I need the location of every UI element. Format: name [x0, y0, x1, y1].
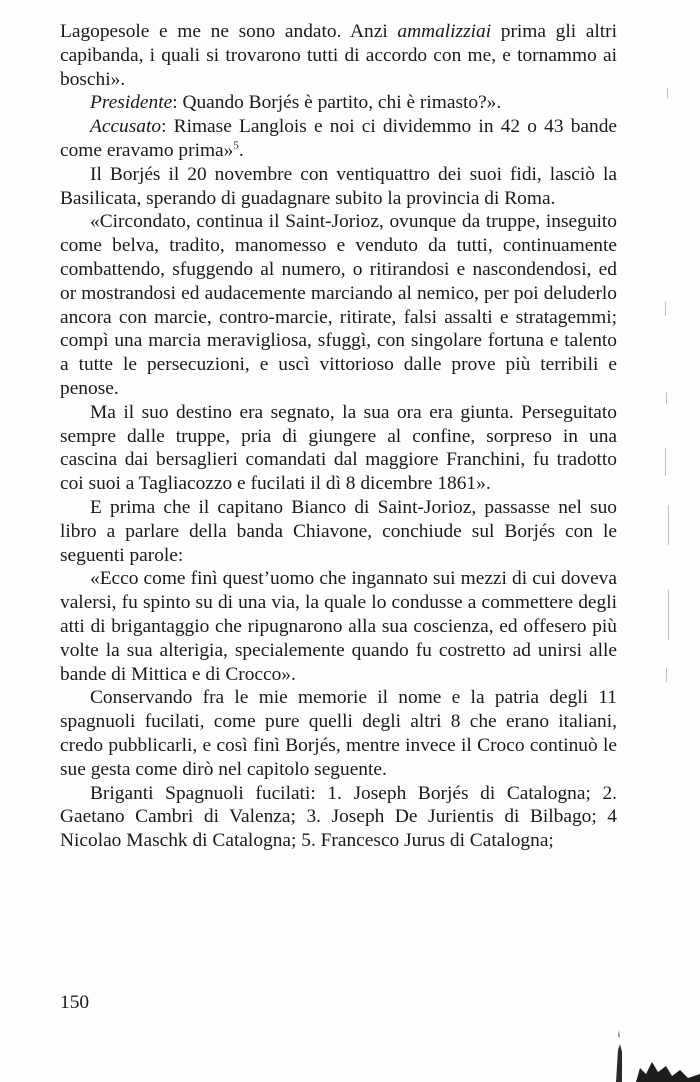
- text-segment: E prima che il capitano Bianco di Saint-Jorioz, passasse nel suo libro a parlare della banda Chiavone, conchiude sul Borjés con le seguenti parole:: [60, 496, 617, 566]
- scan-mark: [665, 302, 666, 316]
- text-segment: prima gli altri capibanda, i quali si trovarono tutti di accordo con me, e tornammo ai boschi».: [60, 21, 618, 90]
- paragraph: [60, 210, 617, 400]
- italic-text: ammalizziai: [397, 21, 492, 42]
- scan-mark: [668, 590, 669, 640]
- paragraph: [60, 91, 617, 115]
- scan-mark: [666, 392, 667, 404]
- paragraph: [60, 782, 617, 853]
- text-segment: : Rimase Langlois e noi ci dividemmo in 42 o 43 bande come eravamo prima»: [60, 116, 617, 161]
- text-segment: «Ecco come finì quest’uomo che ingannato sui mezzi di cui doveva valersi, fu spinto su di una via, la quale lo condusse a commettere degli atti di brigantaggio che ripugnarono alla sua coscienza, ed offesero più volte la sua alterigia, specialemente quando fu costretto ad unirsi alle bande di Mittica e di Crocco».: [60, 568, 617, 685]
- body-text: [60, 20, 617, 853]
- text-segment: Ma il suo destino era segnato, la sua ora era giunta. Perseguitato sempre dalle truppe, pria di giungere al confine, sorpreso in una cascina dai bersaglieri comandati dal maggiore Franchini, fu tradotto coi suoi a Tagliacozzo e fucilati il dì 8 dicembre 1861».: [60, 401, 617, 495]
- text-segment: Briganti Spagnuoli fucilati: 1. Joseph Borjés di Catalogna; 2. Gaetano Cambri di Valenza; 3. Joseph De Jurientis di Bilbago; 4 Nicolao Maschk di Catalogna; 5. Francesco Jurus di Catalogna;: [60, 782, 617, 852]
- page-number: 150: [60, 992, 90, 1013]
- italic-text: Presidente: [90, 92, 173, 114]
- paragraph: [60, 686, 617, 781]
- text-segment: Il Borjés il 20 novembre con ventiquattro dei suoi fidi, lasciò la Basilicata, sperando di guadagnare subito la provincia di Roma.: [60, 163, 617, 209]
- scan-mark: [665, 448, 666, 476]
- text-segment: : Quando Borjés è partito, chi è rimasto?».: [172, 92, 502, 114]
- text-segment: Lagopesole e me ne sono andato. Anzi: [60, 21, 398, 42]
- scan-mark: [668, 505, 669, 545]
- paragraph: [60, 496, 617, 567]
- paragraph: [60, 401, 617, 496]
- scan-mark: [667, 88, 668, 98]
- paragraph: [60, 115, 617, 163]
- paragraph: [60, 20, 617, 91]
- text-segment: «Circondato, continua il Saint-Jorioz, ovunque da truppe, inseguito come belva, tradito, manomesso e venduto da tutti, continuamente combattendo, sfuggendo al numero, o ritirandosi e nascondendosi, ed or mostrandosi ed audacemente marciando al nemico, per poi deluderlo ancora con marcie, contro-marcie, ritirate, falsi assalti e stratagemmi; compì una marcia meravigliosa, sfuggì, con singolare fortuna e talento a tutte le persecuzioni, e uscì vittorioso dalle prove più terribili e penose.: [60, 211, 617, 399]
- text-segment: .: [238, 139, 244, 161]
- paragraph: [60, 163, 617, 211]
- scan-mark: [666, 668, 667, 682]
- footnote-marker: 5: [233, 139, 239, 152]
- italic-text: Accusato: [90, 116, 162, 138]
- paragraph: [60, 567, 617, 686]
- text-segment: Conservando fra le mie memorie il nome e la patria degli 11 spagnuoli fucilati, come pure quelli degli altri 8 che erano italiani, credo pubblicarli, e così finì Borjés, mentre invece il Croco continuò le sue gesta come dirò nel capitolo seguente.: [60, 687, 617, 780]
- scan-edge-artifact: [606, 1022, 700, 1082]
